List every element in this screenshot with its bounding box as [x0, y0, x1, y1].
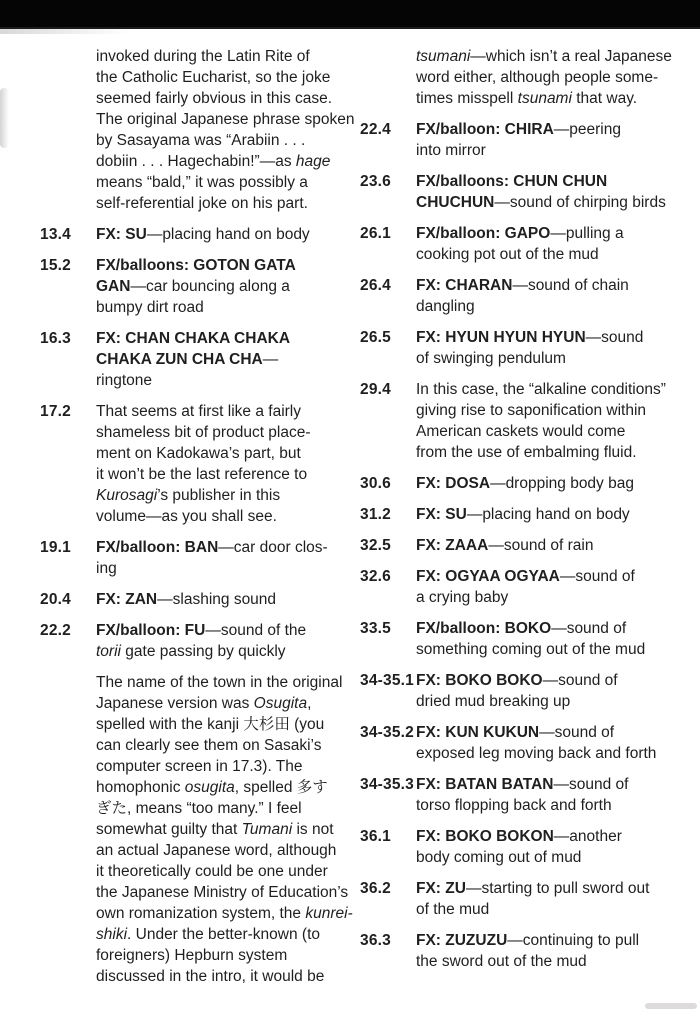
text-line [416, 691, 690, 712]
text-line [96, 328, 358, 349]
text-segment: —sound of the [205, 622, 307, 639]
text-line [96, 861, 358, 882]
text-line [96, 945, 358, 966]
italic-text: tsumani [416, 48, 471, 65]
text-segment: ing [96, 560, 117, 577]
entry-text [416, 504, 690, 525]
text-line [96, 172, 358, 193]
fx-entry [360, 566, 690, 608]
text-segment: —sound [585, 329, 644, 346]
text-segment: something coming out of the mud [416, 641, 646, 658]
text-line [416, 722, 690, 743]
fx-entry [360, 826, 690, 868]
text-segment: it theoretically could be one under [96, 863, 328, 880]
text-segment: by Sasayama was “Arabiin . . . [96, 132, 306, 149]
text-segment: —sound of [553, 776, 629, 793]
text-line [96, 966, 358, 987]
text-line [416, 535, 690, 556]
text-line [96, 714, 358, 735]
fx-name-text: FX/balloons: GOTON GATA [96, 257, 296, 274]
text-line [96, 109, 358, 130]
entry-text [416, 379, 690, 463]
panel-number: 36.3 [360, 932, 391, 949]
text-line [416, 275, 690, 296]
entry-text [96, 224, 358, 245]
entry-text [96, 537, 358, 579]
text-line [416, 379, 690, 400]
text-line [416, 171, 690, 192]
text-line [96, 297, 358, 318]
text-segment: ment on Kadokawa’s part, but [96, 445, 301, 462]
text-line [416, 442, 690, 463]
panel-number [40, 672, 96, 987]
text-segment: —pulling a [550, 225, 624, 242]
text-segment: . Under the better-known (to [127, 926, 321, 943]
text-segment: cooking pot out of the mud [416, 246, 599, 263]
italic-text: Osugita [253, 695, 308, 712]
fx-name-text: FX/balloon: BOKO [416, 620, 552, 637]
fx-name-text: FX/balloon: FU [96, 622, 206, 639]
panel-number: 36.1 [360, 828, 391, 845]
text-line [96, 693, 358, 714]
fx-entry [360, 171, 690, 213]
fx-entry [40, 620, 358, 662]
text-line [96, 255, 358, 276]
text-line [416, 473, 690, 494]
text-line [96, 349, 358, 370]
text-segment: of swinging pendulum [416, 350, 566, 367]
entry-text [96, 589, 358, 610]
italic-text: Tumani [241, 821, 293, 838]
fx-name-text: FX: OGYAA OGYAA [416, 568, 560, 585]
text-line [416, 670, 690, 691]
text-segment: computer screen in 17.3). The [96, 758, 303, 775]
entry-text [416, 930, 690, 972]
page-top-black-band [0, 0, 700, 29]
entry-text [416, 826, 690, 868]
panel-number [40, 46, 96, 214]
text-line [416, 795, 690, 816]
fx-entry [40, 224, 358, 245]
text-segment: a crying baby [416, 589, 509, 606]
text-segment: —sound of chirping birds [494, 194, 666, 211]
text-line [96, 924, 358, 945]
fx-name-text: FX: ZU [416, 880, 466, 897]
fx-entry [40, 589, 358, 610]
text-segment: self-referential joke on his part. [96, 195, 308, 212]
text-line [416, 951, 690, 972]
italic-text: tsunami [517, 90, 572, 107]
fx-name-text: FX: DOSA [416, 475, 491, 492]
text-line [416, 930, 690, 951]
panel-number: 31.2 [360, 506, 391, 523]
text-segment: is not [292, 821, 334, 838]
text-segment: —sound of [542, 672, 618, 689]
text-segment: —sound of [551, 620, 627, 637]
fx-entry [360, 535, 690, 556]
text-line [96, 401, 358, 422]
fx-entry [360, 327, 690, 369]
text-line [416, 244, 690, 265]
text-segment: The original Japanese phrase spoken [96, 111, 355, 128]
text-line [96, 798, 358, 819]
fx-name-text: FX: BOKO BOKON [416, 828, 554, 845]
panel-number: 36.2 [360, 880, 391, 897]
panel-number: 13.4 [40, 226, 71, 243]
fx-name-text: FX: KUN KUKUN [416, 724, 540, 741]
text-line [96, 558, 358, 579]
text-line [96, 130, 358, 151]
panel-number: 19.1 [40, 539, 71, 556]
entry-text [416, 119, 690, 161]
text-line [96, 620, 358, 641]
fx-entry [360, 275, 690, 317]
entry-text [416, 878, 690, 920]
panel-number: 17.2 [40, 403, 71, 420]
italic-text: hage [295, 153, 331, 170]
text-line [96, 506, 358, 527]
fx-name-text: FX: ZUZUZU [416, 932, 508, 949]
fx-name-text: FX: SU [96, 226, 147, 243]
text-segment: from the use of embalming fluid. [416, 444, 637, 461]
fx-entry [360, 722, 690, 764]
fx-entry [360, 774, 690, 816]
text-segment: —placing hand on body [466, 506, 630, 523]
panel-number: 32.5 [360, 537, 391, 554]
text-segment: —another [553, 828, 622, 845]
italic-text: osugita [184, 779, 235, 796]
note-paragraph [40, 672, 358, 987]
text-line [96, 485, 358, 506]
text-segment: spelled with the kanji 大杉田 (you [96, 716, 325, 733]
panel-number: 16.3 [40, 330, 71, 347]
text-line [96, 589, 358, 610]
text-segment: can clearly see them on Sasaki’s [96, 737, 322, 754]
scan-artifact [0, 29, 130, 34]
text-segment: into mirror [416, 142, 486, 159]
text-line [96, 735, 358, 756]
panel-number: 26.1 [360, 225, 391, 242]
panel-number: 26.5 [360, 329, 391, 346]
fx-entry [360, 878, 690, 920]
text-segment: —sound of [539, 724, 615, 741]
fx-entry [360, 119, 690, 161]
text-line [96, 443, 358, 464]
text-segment: , spelled 多す [234, 779, 328, 796]
text-segment: gate passing by quickly [120, 643, 286, 660]
fx-name-text: FX: CHARAN [416, 277, 513, 294]
fx-entry [360, 223, 690, 265]
italic-text: torii [96, 643, 121, 660]
text-segment: torso flopping back and forth [416, 797, 612, 814]
text-line [416, 67, 690, 88]
text-line [416, 327, 690, 348]
fx-name-text: FX: BOKO BOKO [416, 672, 543, 689]
fx-name-text: FX: HYUN HYUN HYUN [416, 329, 586, 346]
panel-number: 34-35.1 [360, 672, 414, 689]
text-line [416, 587, 690, 608]
entry-text [96, 620, 358, 662]
text-line [416, 348, 690, 369]
panel-number: 30.6 [360, 475, 391, 492]
entry-text [96, 401, 358, 527]
text-line [96, 276, 358, 297]
text-line [96, 151, 358, 172]
text-segment: of the mud [416, 901, 490, 918]
panel-number: 26.4 [360, 277, 391, 294]
fx-entry [360, 504, 690, 525]
text-segment: In this case, the “alkaline conditions” [416, 381, 666, 398]
fx-entry [40, 537, 358, 579]
text-segment: The name of the town in the original [96, 674, 343, 691]
panel-number: 29.4 [360, 381, 391, 398]
text-segment: body coming out of mud [416, 849, 582, 866]
column-left [40, 46, 358, 987]
entry-text [416, 566, 690, 608]
fx-name-text: FX/balloon: GAPO [416, 225, 551, 242]
text-segment: That seems at first like a fairly [96, 403, 302, 420]
text-segment: —car door clos- [218, 539, 328, 556]
text-line [416, 296, 690, 317]
text-line [96, 464, 358, 485]
text-line [416, 774, 690, 795]
fx-name-text: FX/balloon: CHIRA [416, 121, 554, 138]
text-line [416, 421, 690, 442]
text-line [416, 192, 690, 213]
text-segment: the Catholic Eucharist, so the joke [96, 69, 331, 86]
text-line [96, 756, 358, 777]
text-segment: , [307, 695, 312, 712]
text-segment: —starting to pull sword out [465, 880, 650, 897]
text-segment: — [262, 351, 279, 368]
text-segment: —dropping body bag [490, 475, 634, 492]
text-line [416, 639, 690, 660]
text-segment: ’s publisher in this [157, 487, 281, 504]
panel-number: 20.4 [40, 591, 71, 608]
text-segment: means “bald,” it was possibly a [96, 174, 308, 191]
text-segment: word either, although people some- [416, 69, 659, 86]
fx-entry [40, 255, 358, 318]
text-line [96, 370, 358, 391]
text-line [416, 46, 690, 67]
text-segment: foreigners) Hepburn system [96, 947, 288, 964]
text-line [96, 777, 358, 798]
entry-text [416, 171, 690, 213]
panel-number: 32.6 [360, 568, 391, 585]
fx-entry [360, 379, 690, 463]
text-line [416, 119, 690, 140]
text-segment: —which isn’t a real Japanese [470, 48, 672, 65]
text-line [96, 840, 358, 861]
text-line [96, 641, 358, 662]
text-line [96, 672, 358, 693]
text-line [96, 903, 358, 924]
fx-name-text: FX: ZAN [96, 591, 158, 608]
text-line [416, 400, 690, 421]
text-segment: discussed in the intro, it would be [96, 968, 325, 985]
scan-artifact [0, 88, 9, 148]
text-segment: somewhat guilty that [96, 821, 242, 838]
fx-name-text: FX: BATAN BATAN [416, 776, 554, 793]
text-segment: that way. [571, 90, 638, 107]
text-line [96, 819, 358, 840]
scan-artifact [645, 1003, 697, 1009]
text-line [416, 504, 690, 525]
panel-number: 34-35.3 [360, 776, 414, 793]
text-line [416, 826, 690, 847]
text-line [96, 46, 358, 67]
text-line [96, 88, 358, 109]
entry-text [416, 327, 690, 369]
text-line [416, 140, 690, 161]
text-segment: shameless bit of product place- [96, 424, 311, 441]
panel-number: 34-35.2 [360, 724, 414, 741]
text-segment: own romanization system, the [96, 905, 306, 922]
text-segment: dobiin . . . Hagechabin!”—as [96, 153, 296, 170]
text-segment: times misspell [416, 90, 518, 107]
text-segment: —car bouncing along a [130, 278, 290, 295]
text-line [96, 67, 358, 88]
fx-entry [40, 401, 358, 527]
text-segment: exposed leg moving back and forth [416, 745, 657, 762]
text-segment: —slashing sound [157, 591, 277, 608]
entry-text [416, 275, 690, 317]
panel-number: 15.2 [40, 257, 71, 274]
text-line [416, 847, 690, 868]
entry-text [416, 618, 690, 660]
text-segment: it won’t be the last reference to [96, 466, 308, 483]
panel-number: 22.2 [40, 622, 71, 639]
text-segment: homophonic [96, 779, 185, 796]
fx-entry [360, 670, 690, 712]
text-line [96, 224, 358, 245]
text-segment: ringtone [96, 372, 153, 389]
text-segment: —peering [553, 121, 621, 138]
fx-name-text: FX: SU [416, 506, 467, 523]
fx-entry [360, 473, 690, 494]
text-segment: —sound of rain [488, 537, 594, 554]
text-segment: the Japanese Ministry of Education’s [96, 884, 349, 901]
italic-text: kunrei- [305, 905, 353, 922]
text-line [416, 88, 690, 109]
text-segment: volume—as you shall see. [96, 508, 277, 525]
italic-text: Kurosagi [96, 487, 158, 504]
panel-number: 22.4 [360, 121, 391, 138]
entry-text [96, 255, 358, 318]
fx-entry [360, 618, 690, 660]
fx-name-text: FX: ZAAA [416, 537, 489, 554]
fx-name-text: FX: CHAN CHAKA CHAKA [96, 330, 291, 347]
text-segment: seemed fairly obvious in this case. [96, 90, 333, 107]
text-segment: dangling [416, 298, 475, 315]
panel-number [360, 46, 416, 109]
note-paragraph [360, 46, 690, 109]
text-line [96, 193, 358, 214]
text-segment: —sound of [559, 568, 635, 585]
text-line [96, 882, 358, 903]
text-segment: —placing hand on body [146, 226, 310, 243]
text-line [96, 422, 358, 443]
text-segment: giving rise to saponification within [416, 402, 647, 419]
fx-name-text: FX/balloons: CHUN CHUN [416, 173, 608, 190]
entry-text [416, 223, 690, 265]
fx-entry [40, 328, 358, 391]
fx-name-text: CHAKA ZUN CHA CHA [96, 351, 263, 368]
panel-number: 23.6 [360, 173, 391, 190]
italic-text: shiki [96, 926, 128, 943]
panel-number: 33.5 [360, 620, 391, 637]
text-line [416, 566, 690, 587]
entry-text [96, 46, 358, 214]
text-line [416, 899, 690, 920]
entry-text [96, 672, 358, 987]
entry-text [416, 535, 690, 556]
text-segment: American caskets would come [416, 423, 626, 440]
text-line [96, 537, 358, 558]
entry-text [416, 722, 690, 764]
text-segment: —continuing to pull [507, 932, 640, 949]
text-segment: invoked during the Latin Rite of [96, 48, 310, 65]
text-segment: the sword out of the mud [416, 953, 587, 970]
fx-name-text: CHUCHUN [416, 194, 495, 211]
text-segment: an actual Japanese word, although [96, 842, 337, 859]
text-segment: ぎた, means “too many.” I feel [96, 800, 302, 817]
fx-entry [360, 930, 690, 972]
text-segment: —sound of chain [512, 277, 629, 294]
entry-text [416, 774, 690, 816]
text-line [416, 878, 690, 899]
entry-text [96, 328, 358, 391]
column-right [360, 46, 690, 972]
entry-text [416, 473, 690, 494]
text-segment: bumpy dirt road [96, 299, 204, 316]
text-segment: Japanese version was [96, 695, 254, 712]
text-line [416, 223, 690, 244]
note-paragraph [40, 46, 358, 214]
entry-text [416, 670, 690, 712]
fx-name-text: FX/balloon: BAN [96, 539, 219, 556]
text-line [416, 618, 690, 639]
text-segment: dried mud breaking up [416, 693, 571, 710]
text-line [416, 743, 690, 764]
entry-text [416, 46, 690, 109]
fx-name-text: GAN [96, 278, 131, 295]
